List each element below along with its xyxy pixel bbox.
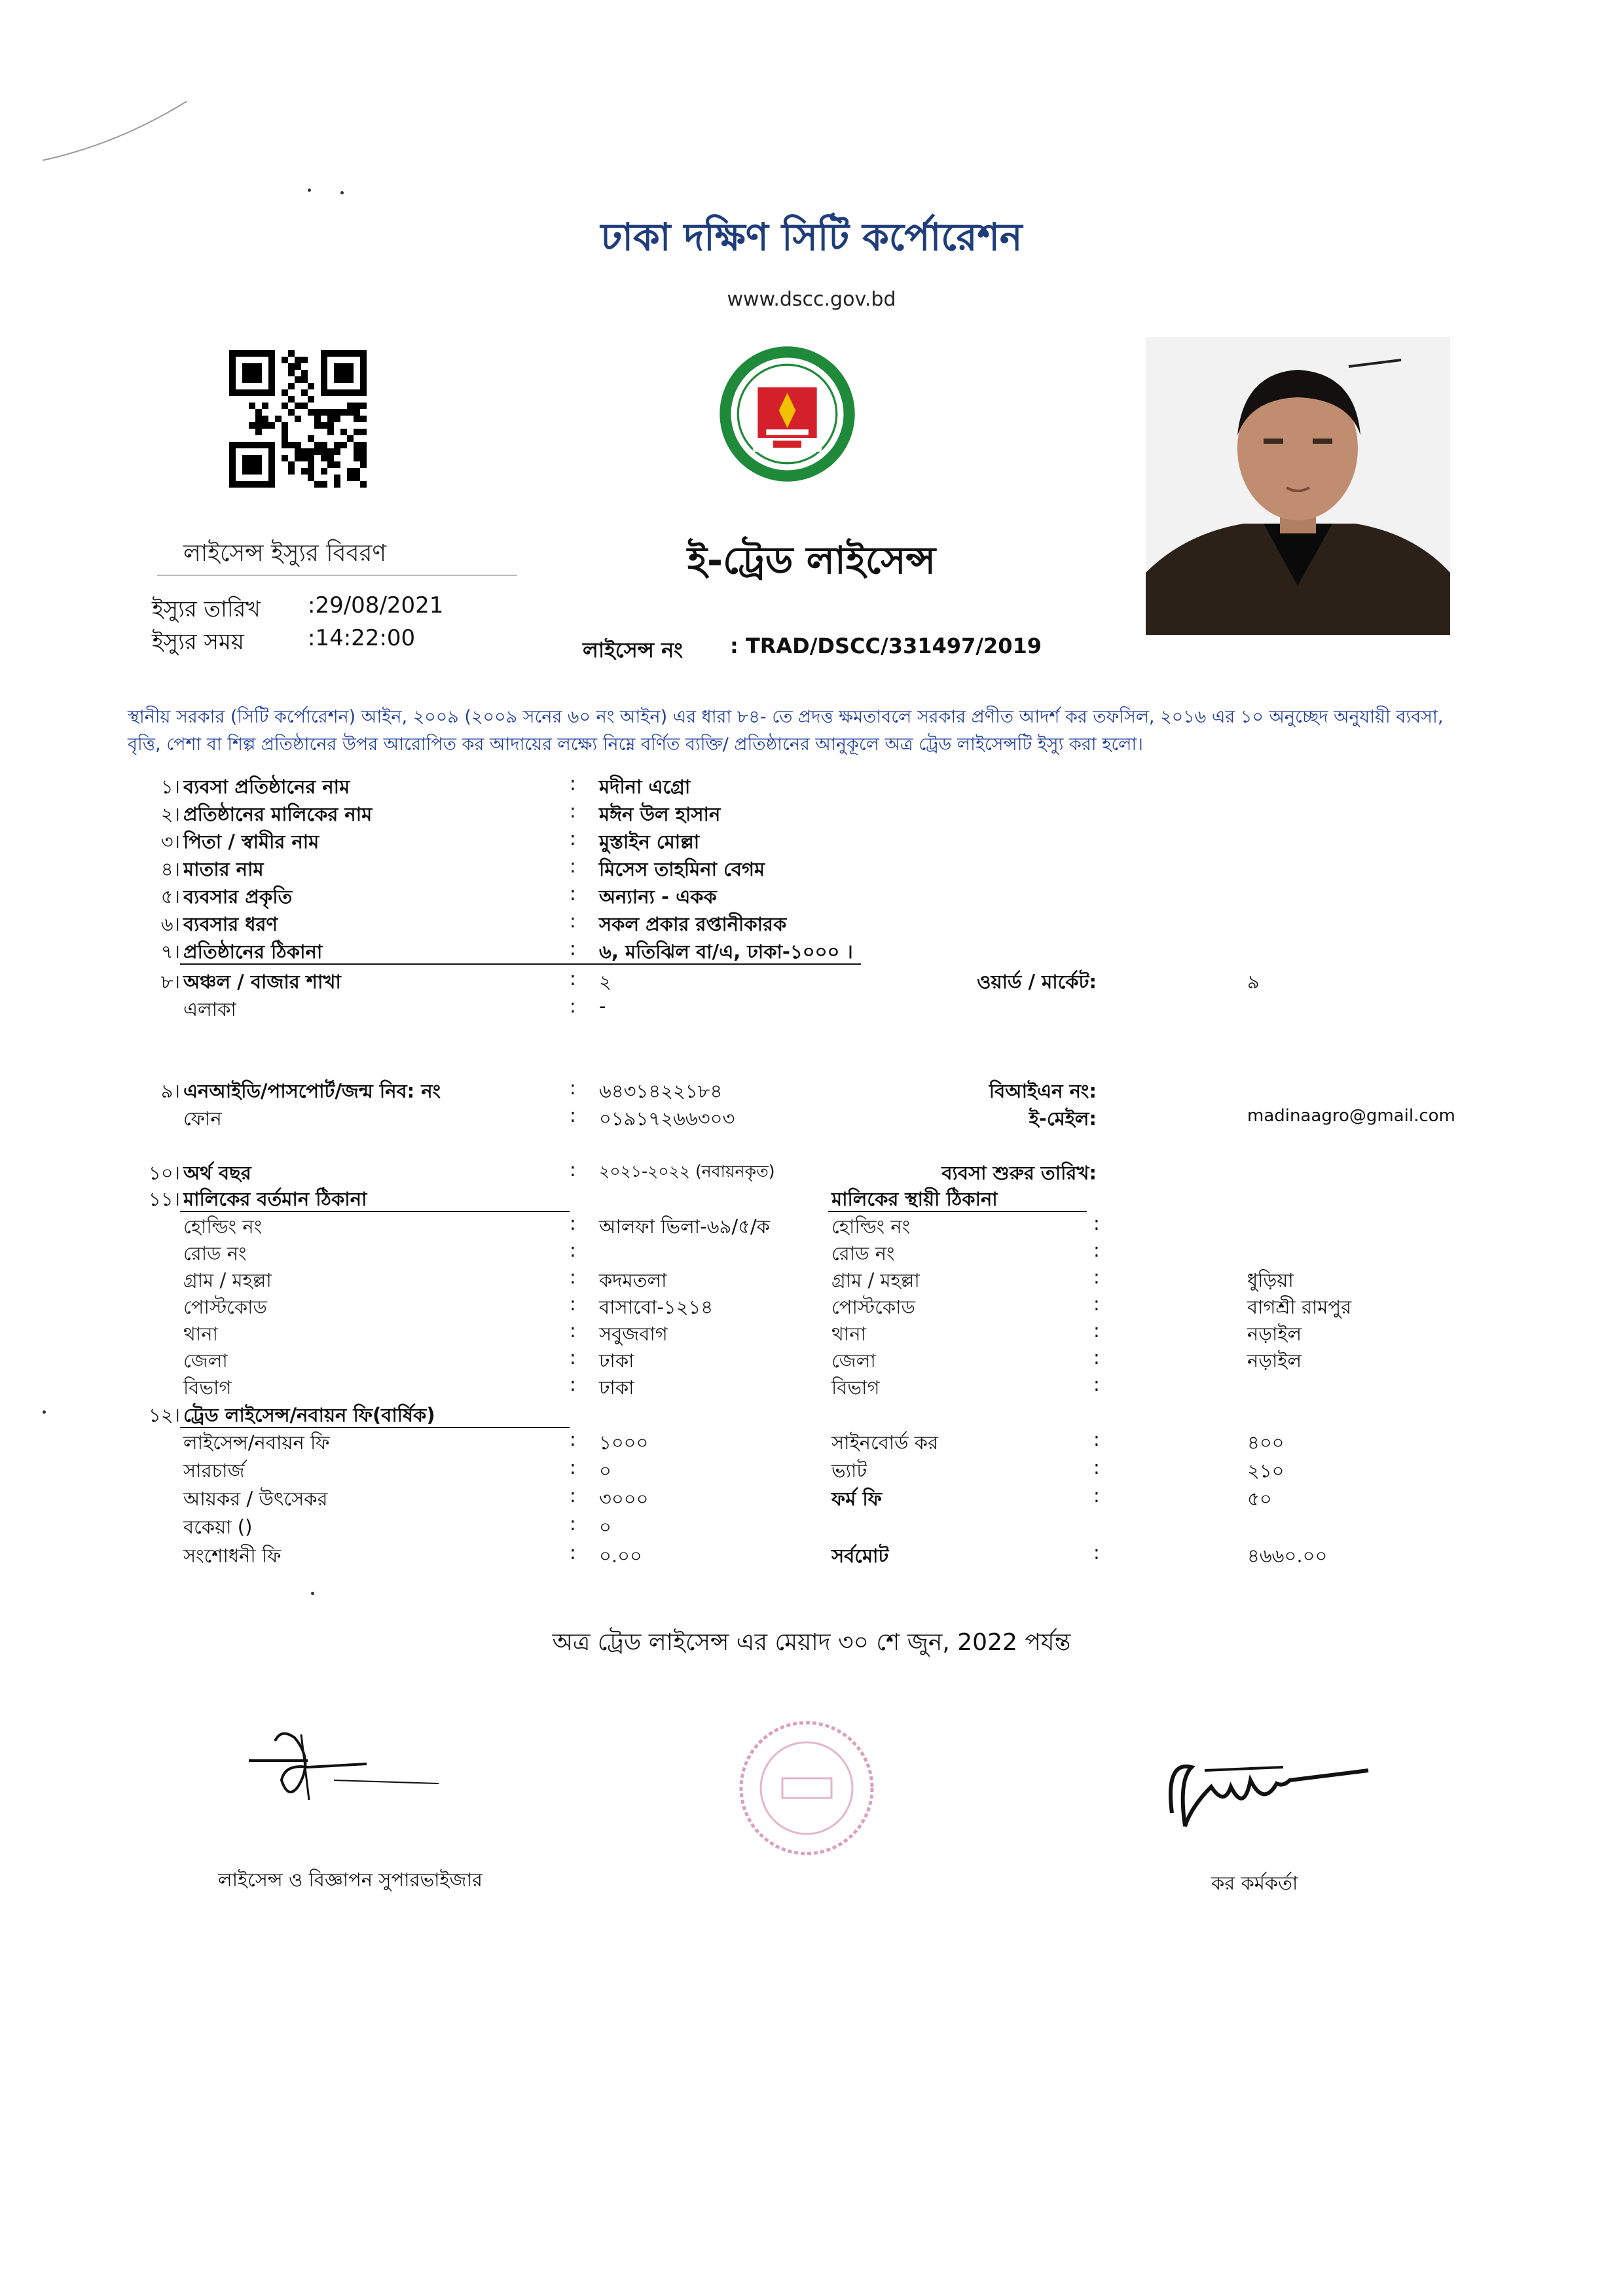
address-label: জেলা (183, 1350, 228, 1372)
tax-officer-signature (1152, 1741, 1375, 1846)
scan-dot (43, 1410, 46, 1414)
permanent-address-label: জেলা (831, 1350, 876, 1372)
field-colon: : (570, 772, 576, 795)
father-name: মুস্তাইন মোল্লা (599, 831, 700, 853)
fee-label: আয়কর / উৎসেকর (183, 1488, 328, 1510)
supervisor-signature-label: লাইসেন্স ও বিজ্ঞাপন সুপারভাইজার (218, 1869, 483, 1891)
office-stamp (737, 1718, 877, 1859)
field-colon: : (570, 1456, 576, 1479)
field-number: ৪। (160, 858, 180, 880)
fee-label: সর্বমোট (831, 1545, 889, 1567)
permanent-address-label: পোস্টকোড (831, 1296, 915, 1318)
scan-dot (340, 191, 344, 194)
fee-value: ০.০০ (599, 1545, 642, 1567)
zone-value: ২ (599, 971, 611, 993)
fee-label: বকেয়া () (183, 1516, 253, 1538)
underline (180, 963, 861, 965)
field-label: অঞ্চল / বাজার শাখা (183, 971, 341, 993)
fee-value: ৩০০০ (599, 1488, 649, 1510)
fee-label: সাইনবোর্ড কর (831, 1431, 938, 1454)
field-colon: : (570, 1104, 576, 1126)
issue-date-value: :29/08/2021 (308, 592, 444, 619)
fee-value: ৪০০ (1247, 1431, 1285, 1454)
field-label: ব্যবসা প্রতিষ্ঠানের নাম (183, 776, 350, 798)
fee-label: ভ্যাট (831, 1460, 867, 1482)
email-value: madinaagro@gmail.com (1247, 1106, 1455, 1126)
permanent-address-value: নড়াইল (1247, 1350, 1302, 1372)
field-number: ৫। (160, 886, 180, 908)
field-label: প্রতিষ্ঠানের মালিকের নাম (183, 803, 373, 825)
fee-value: ১০০০ (599, 1431, 649, 1454)
field-colon: : (570, 1428, 576, 1450)
field-colon: : (570, 800, 576, 822)
field-label: অর্থ বছর (183, 1162, 251, 1184)
fee-label: ফর্ম ফি (831, 1488, 882, 1510)
permanent-address-value: নড়াইল (1247, 1323, 1302, 1345)
field-colon: : (1093, 1456, 1100, 1479)
permanent-address-label: বিভাগ (831, 1376, 880, 1399)
fee-value: ০ (599, 1516, 611, 1538)
fee-section-heading: ট্রেড লাইসেন্স/নবায়ন ফি(বার্ষিক) (183, 1404, 435, 1426)
license-no-label: লাইসেন্স নং (583, 637, 683, 662)
field-number: ৮। (160, 971, 180, 993)
field-label: এলাকা (183, 998, 236, 1020)
field-number: ১২। (148, 1404, 180, 1426)
field-colon: : (1093, 1484, 1100, 1507)
bin-label: বিআইএন নং: (989, 1080, 1097, 1102)
field-colon: : (1093, 1239, 1100, 1261)
field-colon: : (570, 1266, 576, 1288)
business-name: মদীনা এগ্রো (599, 776, 691, 798)
field-colon: : (1093, 1346, 1100, 1369)
field-colon: : (570, 1077, 576, 1099)
present-address-value: ঢাকা (599, 1350, 634, 1372)
fee-label: লাইসেন্স/নবায়ন ফি (183, 1431, 330, 1454)
field-colon: : (570, 882, 576, 905)
field-label: ব্যবসার ধরণ (183, 913, 278, 935)
tax-officer-signature-label: কর কর্মকর্তা (1211, 1872, 1298, 1894)
field-colon: : (570, 1346, 576, 1369)
field-label: প্রতিষ্ঠানের ঠিকানা (183, 941, 323, 963)
business-start-label: ব্যবসা শুরুর তারিখ: (941, 1162, 1097, 1184)
dscc-seal-icon (717, 344, 858, 484)
address-label: হোল্ডিং নং (183, 1215, 263, 1238)
address-label: পোস্টকোড (183, 1296, 267, 1318)
business-address: ৬, মতিঝিল বা/এ, ঢাকা-১০০০ । (599, 941, 853, 963)
supervisor-signature (236, 1702, 445, 1820)
present-address-heading: মালিকের বর্তমান ঠিকানা (183, 1188, 367, 1210)
permanent-address-label: থানা (831, 1323, 866, 1345)
fee-value: ৪৬৬০.০০ (1247, 1545, 1328, 1567)
area-value: - (599, 995, 606, 1017)
intro-paragraph: স্থানীয় সরকার (সিটি কর্পোরেশন) আইন, ২০০৯ (২০০৯ সনের ৬০ নং আইন) এর ধারা ৮৪- তে প্রদত্ত ক্ষমতাবলে সরকার প্রণীত আদর্শ কর তফসিল, ২০১৬ এর ১০ অনুচ্ছেদ অনুযায়ী ব্যবসা, বৃত্তি, পেশা বা শিল্প প্রতিষ্ঠানের উপর আরোপিত কর আদায়ের লক্ষ্যে নিম্নে বর্ণিত ব্যক্তি/ প্রতিষ্ঠানের আনুকূলে অত্র ট্রেড লাইসেন্সটি ইস্যু করা হলো। (128, 707, 1444, 755)
field-colon: : (570, 1373, 576, 1395)
license-no-value: : TRAD/DSCC/331497/2019 (730, 634, 1042, 658)
issue-time-value: :14:22:00 (308, 625, 416, 651)
field-number: ৬। (160, 913, 180, 935)
fee-value: ২১০ (1247, 1460, 1285, 1482)
field-number: ১০। (148, 1162, 180, 1184)
permanent-address-label: হোল্ডিং নং (831, 1215, 911, 1238)
permanent-address-label: গ্রাম / মহল্লা (831, 1269, 920, 1291)
field-colon: : (570, 995, 576, 1017)
field-colon: : (1093, 1212, 1100, 1234)
field-number: ২। (160, 803, 180, 825)
field-colon: : (1093, 1319, 1100, 1342)
website-url: www.dscc.gov.bd (727, 288, 896, 311)
field-number: ১১। (148, 1188, 180, 1210)
field-label: ফোন (183, 1107, 222, 1130)
field-colon: : (570, 1293, 576, 1315)
address-label: গ্রাম / মহল্লা (183, 1269, 272, 1291)
ward-value: ৯ (1247, 971, 1260, 993)
address-label: থানা (183, 1323, 218, 1345)
field-number: ১। (160, 776, 180, 798)
license-title: ই-ট্রেড লাইসেন্স (687, 538, 936, 583)
business-nature: অন্যান্য - একক (599, 886, 717, 908)
scan-mark (39, 98, 190, 164)
field-label: মাতার নাম (183, 858, 264, 880)
field-colon: : (570, 967, 576, 990)
qr-code-icon (229, 350, 367, 488)
present-address-value: বাসাবো-১২১৪ (599, 1296, 714, 1318)
fee-value: ০ (599, 1460, 611, 1482)
field-label: এনআইডি/পাসপোর্ট/জন্ম নিব: নং (183, 1080, 441, 1102)
business-type: সকল প্রকার রপ্তানীকারক (599, 913, 787, 935)
field-colon: : (1093, 1428, 1100, 1450)
field-number: ৩। (160, 831, 180, 853)
field-colon: : (1093, 1266, 1100, 1288)
email-label: ই-মেইল: (1029, 1107, 1097, 1130)
fee-label: সংশোধনী ফি (183, 1545, 282, 1567)
field-colon: : (570, 910, 576, 932)
field-colon: : (570, 1541, 576, 1564)
scan-dot (311, 1592, 314, 1595)
field-colon: : (570, 855, 576, 877)
nid-value: ৬৪৩১৪২২১৮৪ (599, 1080, 723, 1102)
field-label: পিতা / স্বামীর নাম (183, 831, 319, 853)
field-colon: : (1093, 1293, 1100, 1315)
field-colon: : (570, 1212, 576, 1234)
field-colon: : (570, 1158, 576, 1181)
field-colon: : (570, 1513, 576, 1535)
field-colon: : (1093, 1541, 1100, 1564)
ward-label: ওয়ার্ড / মার্কেট: (977, 971, 1097, 993)
field-label: ব্যবসার প্রকৃতি (183, 886, 293, 908)
page-title: ঢাকা দক্ষিণ সিটি কর্পোরেশন (600, 215, 1023, 259)
field-colon: : (570, 1484, 576, 1507)
scan-dot (308, 188, 311, 192)
field-number: ৯। (160, 1080, 180, 1102)
address-label: রোড নং (183, 1242, 247, 1265)
field-colon: : (570, 1319, 576, 1342)
address-label: বিভাগ (183, 1376, 232, 1399)
field-colon: : (570, 937, 576, 960)
field-colon: : (1093, 1373, 1100, 1395)
present-address-value: আলফা ভিলা-৬৯/৫/ক (599, 1215, 770, 1238)
permanent-address-value: ধুড়িয়া (1247, 1269, 1294, 1291)
fiscal-year-value: ২০২১-২০২২ (নবায়নকৃত) (599, 1162, 775, 1181)
issue-time-label: ইস্যুর সময় (152, 629, 244, 655)
present-address-value: সবুজবাগ (599, 1323, 668, 1345)
issue-date-label: ইস্যুর তারিখ (152, 596, 261, 622)
issue-details-heading: লাইসেন্স ইস্যুর বিবরণ (183, 540, 387, 567)
field-number: ৭। (160, 941, 180, 963)
owner-name: মঈন উল হাসান (599, 803, 721, 825)
fee-label: সারচার্জ (183, 1460, 245, 1482)
fee-value: ৫০ (1247, 1488, 1272, 1510)
field-colon: : (570, 827, 576, 850)
phone-value: ০১৯১৭২৬৬৩০৩ (599, 1107, 735, 1130)
field-colon: : (570, 1239, 576, 1261)
present-address-value: কদমতলা (599, 1269, 667, 1291)
validity-statement: অত্র ট্রেড লাইসেন্স এর মেয়াদ ৩০ শে জুন, 2022 পর্যন্ত (552, 1629, 1071, 1656)
mother-name: মিসেস তাহমিনা বেগম (599, 858, 765, 880)
present-address-value: ঢাকা (599, 1376, 634, 1399)
permanent-address-heading: মালিকের স্থায়ী ঠিকানা (831, 1188, 998, 1210)
permanent-address-label: রোড নং (831, 1242, 895, 1265)
permanent-address-value: বাগশ্রী রামপুর (1247, 1296, 1352, 1318)
